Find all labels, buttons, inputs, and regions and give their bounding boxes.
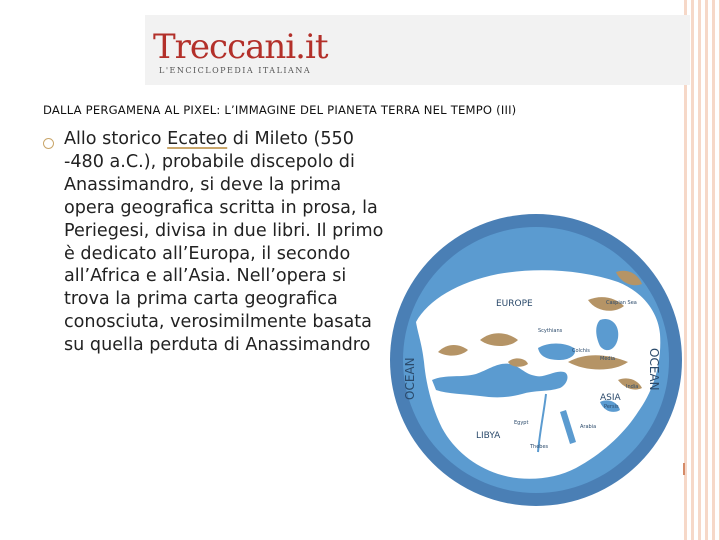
slide-title: DALLA PERGAMENA AL PIXEL: L’IMMAGINE DEL PIANETA TERRA NEL TEMPO (III) bbox=[43, 103, 517, 117]
caspian-label: Caspian Sea bbox=[606, 300, 637, 306]
europe-label: EUROPE bbox=[496, 299, 533, 309]
hecataeus-world-map bbox=[388, 212, 684, 508]
bullet-icon bbox=[43, 138, 54, 149]
logo-tagline: L'ENCICLOPEDIA ITALIANA bbox=[159, 66, 312, 75]
arabia-label: Arabia bbox=[580, 424, 597, 430]
thebes-label: Thebes bbox=[530, 444, 549, 450]
scythians-label: Scythians bbox=[538, 328, 563, 334]
persis-label: Persis bbox=[604, 404, 619, 410]
india-label: India bbox=[626, 384, 639, 390]
ocean-left-label: OCEAN bbox=[403, 357, 417, 400]
egypt-label: Egypt bbox=[514, 420, 529, 426]
ecateo-link[interactable]: Ecateo bbox=[167, 129, 228, 149]
colchis-label: Colchis bbox=[572, 348, 590, 354]
slide-body-text bbox=[64, 128, 394, 357]
logo-wordmark: Treccani.it bbox=[153, 27, 328, 67]
body-prefix: Allo storico bbox=[64, 129, 168, 149]
stray-mark bbox=[683, 463, 685, 475]
asia-label: ASIA bbox=[600, 393, 621, 403]
ocean-right-label: OCEAN bbox=[647, 348, 661, 391]
libya-label: LIBYA bbox=[476, 431, 501, 441]
media-label: Media bbox=[600, 356, 616, 362]
body-suffix: di Mileto (550 -480 a.C.), probabile discepolo di Anassimandro, si deve la prima opera geografica scritta in prosa, la Periegesi, divisa in due libri. Il primo è dedicato all’Europa, il secondo all’Africa e all’Asia. Nell’opera si trova la prima carta geografica conosciuta, verosimilmente basata su quella perduta di Anassimandro bbox=[64, 129, 384, 356]
treccani-logo[interactable] bbox=[145, 15, 690, 85]
